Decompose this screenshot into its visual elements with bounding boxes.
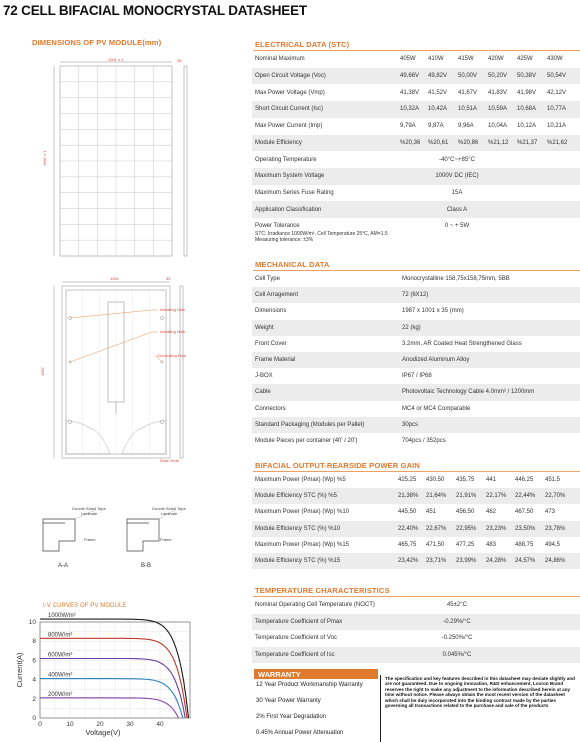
bifacial-value: 23,23% xyxy=(486,525,507,532)
iv-x-tick: 40 xyxy=(156,721,164,728)
bifacial-table xyxy=(252,472,580,572)
electrical-span-value: 0 ~ + 5W xyxy=(444,223,470,230)
bifacial-row-label: Maximum Power (Pmax) (Wp) %10 xyxy=(255,509,350,516)
electrical-span-label: Operating Temperature xyxy=(255,156,317,163)
mechanical-table xyxy=(252,271,580,451)
bifacial-row-label: Maximum Power (Pmax) (Wp) %15 xyxy=(255,541,350,548)
iv-x-tick: 0 xyxy=(38,721,42,728)
mechanical-row xyxy=(252,401,580,417)
electrical-value: 10,68A xyxy=(517,106,537,113)
mechanical-row-value: 3.2mm, AR Coated Heat Strengthened Glass xyxy=(402,340,522,347)
electrical-span-row xyxy=(252,185,580,202)
bifacial-value: 23,78% xyxy=(545,525,566,532)
iv-series-label: 400W/m² xyxy=(48,672,73,679)
page-title: 72 CELL BIFACIAL MONOCRYSTAL DATASHEET xyxy=(3,3,307,18)
electrical-value: %20,36 xyxy=(400,139,421,146)
electrical-value: %20,86 xyxy=(458,139,479,146)
iv-series-line xyxy=(40,698,179,718)
mechanical-row-value: 704pcs / 352pcs xyxy=(402,438,446,445)
electrical-value: 10,51A xyxy=(458,106,478,113)
temperature-title: TEMPERATURE CHARACTERISTICS xyxy=(255,586,390,595)
electrical-row xyxy=(252,68,580,85)
electrical-value: 10,12A xyxy=(517,123,537,130)
bifacial-value: 23,99% xyxy=(456,558,477,565)
iv-x-tick: 30 xyxy=(126,721,134,728)
electrical-row-label: Max Power Voltage (Vmp) xyxy=(255,89,325,96)
iv-y-tick: 8 xyxy=(32,638,36,646)
module-back-view xyxy=(40,272,220,467)
mechanical-row-value: 22 (kg) xyxy=(402,324,421,331)
electrical-row-label: Short Circuit Current (Isc) xyxy=(255,106,324,113)
electrical-row xyxy=(252,51,580,68)
section-bb-label: B-B xyxy=(141,563,152,569)
electrical-value: 50,00V xyxy=(458,73,478,80)
mechanical-row xyxy=(252,320,580,336)
mechanical-row-value: MC4 or MC4 Comparable xyxy=(402,405,471,412)
bifacial-value: 22,40% xyxy=(398,525,419,532)
bifacial-value: 488,75 xyxy=(515,541,534,548)
electrical-value: 41,98V xyxy=(517,89,537,96)
electrical-row xyxy=(252,135,580,152)
bifacial-value: 22,44% xyxy=(515,493,536,500)
mechanical-row xyxy=(252,271,580,287)
electrical-row-label: Max Power Current (Imp) xyxy=(255,123,323,130)
electrical-value: 50,54V xyxy=(547,73,567,80)
bifacial-value: 23,42% xyxy=(398,558,419,565)
warranty-list xyxy=(256,682,380,742)
bifacial-value: 451 xyxy=(426,509,437,516)
mechanical-row-value: 72 (6X12) xyxy=(402,292,429,299)
bifacial-value: 22,17% xyxy=(486,493,507,500)
svg-text:35: 35 xyxy=(166,276,171,281)
electrical-value: 9,87A xyxy=(428,123,444,130)
svg-text:1987: 1987 xyxy=(40,367,45,376)
section-frame-label-1: Frame xyxy=(84,537,96,542)
bifacial-value: 462 xyxy=(486,509,497,516)
electrical-span-label: Power Tolerance xyxy=(255,223,300,230)
electrical-value: 420W xyxy=(488,56,504,63)
section-frame-label-2: Frame xyxy=(160,537,172,542)
mechanical-row-label: Frame Material xyxy=(255,357,296,364)
warranty-item: 30 Year Power Warranty xyxy=(256,698,321,704)
electrical-value: 9,96A xyxy=(458,123,474,130)
svg-text:1001: 1001 xyxy=(110,276,119,281)
iv-chart xyxy=(0,612,230,742)
electrical-value: 430W xyxy=(547,56,563,63)
electrical-value: 41,52V xyxy=(428,89,448,96)
temperature-table xyxy=(252,597,580,667)
electrical-value: 425W xyxy=(517,56,533,63)
iv-series-label: 1000W/m² xyxy=(48,613,76,620)
electrical-value: 50,20V xyxy=(488,73,508,80)
installing-hole-label-2: Installing Hole xyxy=(160,329,186,334)
installing-hole-label-1: Installing Hole xyxy=(160,307,186,312)
iv-curves-title: I-V CURVES OF PV MODULE xyxy=(43,603,127,609)
bifacial-row xyxy=(252,553,580,569)
bifacial-row xyxy=(252,537,580,553)
bifacial-value: 471,50 xyxy=(426,541,445,548)
bifacial-value: 477,25 xyxy=(456,541,475,548)
electrical-value: %21,12 xyxy=(488,139,509,146)
front-depth-dim: 35 xyxy=(177,58,182,63)
temperature-row-value: 45±2°C xyxy=(446,602,468,609)
electrical-value: %20,61 xyxy=(428,139,449,146)
bifacial-row-label: Maximum Power (Pmax) (Wp) %5 xyxy=(255,477,346,484)
electrical-value: 42,12V xyxy=(547,89,567,96)
iv-x-label: Voltage(V) xyxy=(85,728,121,737)
bifacial-title: BIFACIAL OUTPUT-REARSIDE POWER GAIN xyxy=(255,461,420,470)
electrical-value: 10,42A xyxy=(428,106,448,113)
mechanical-row xyxy=(252,303,580,319)
bifacial-value: 494,5 xyxy=(545,541,561,548)
mechanical-row xyxy=(252,433,580,449)
electrical-value: 10,21A xyxy=(547,123,567,130)
grounding-hole-label: Grounding Hole xyxy=(158,353,187,358)
mechanical-row-label: Module Pieces per container (40' / 20') xyxy=(255,438,358,445)
dimensions-title: DIMENSIONS OF PV MODULE(mm) xyxy=(32,38,162,47)
mechanical-row-label: J-BOX xyxy=(255,373,273,380)
mechanical-row-value: IP67 / IP68 xyxy=(402,373,432,380)
mechanical-row-value: Monocrystalline 158,75x158,75mm, 5BB xyxy=(402,276,510,283)
mechanical-row-label: Cell Type xyxy=(255,276,280,283)
bifacial-value: 456,50 xyxy=(456,509,475,516)
electrical-title: ELECTRICAL DATA (STC) xyxy=(255,40,350,49)
mechanical-row-label: Cell Arragement xyxy=(255,292,299,299)
electrical-row-label: Module Efficiency xyxy=(255,139,302,146)
section-laminate-label-1: Laminate xyxy=(80,511,98,516)
bifacial-value: 435,75 xyxy=(456,477,475,484)
mechanical-row-value: Photovoltaic Technology Cable 4.0mm² / 1200mm xyxy=(402,389,535,396)
bifacial-row-label: Module Efficiency STC (%) %10 xyxy=(255,525,341,532)
bifacial-value: 21,38% xyxy=(398,493,419,500)
bifacial-row xyxy=(252,472,580,488)
front-width-dim: 1001 ± 1 xyxy=(108,57,124,62)
bifacial-value: 441 xyxy=(486,477,497,484)
mechanical-row xyxy=(252,352,580,368)
electrical-span-row xyxy=(252,151,580,168)
bifacial-value: 451,5 xyxy=(545,477,561,484)
temperature-row-value: 0.045%/°C xyxy=(442,651,472,658)
bifacial-value: 473 xyxy=(545,509,556,516)
warranty-item: 2% First Year Degradation xyxy=(256,714,327,720)
bifacial-value: 22,70% xyxy=(545,493,566,500)
bifacial-value: 24,86% xyxy=(545,558,566,565)
electrical-span-value: 15A xyxy=(451,189,463,196)
bifacial-value: 445,50 xyxy=(398,509,417,516)
front-height-dim: 1987 ± 1 xyxy=(42,150,47,166)
electrical-value: 49,82V xyxy=(428,73,448,80)
iv-x-tick: 10 xyxy=(66,721,74,728)
bifacial-row xyxy=(252,504,580,520)
module-front-view xyxy=(40,54,190,269)
section-laminate-label-2: Laminate xyxy=(160,511,178,516)
bifacial-value: 446,25 xyxy=(515,477,534,484)
bifacial-value: 22,67% xyxy=(426,525,447,532)
iv-y-tick: 6 xyxy=(32,657,36,665)
electrical-row xyxy=(252,84,580,101)
electrical-span-row xyxy=(252,201,580,218)
bifacial-value: 21,64% xyxy=(426,493,447,500)
temperature-row-value: -0.250%/°C xyxy=(441,635,473,642)
temperature-row xyxy=(252,597,580,614)
electrical-span-label: Maximum System Voltage xyxy=(255,173,325,180)
bifacial-value: 430,50 xyxy=(426,477,445,484)
warranty-divider xyxy=(380,675,381,742)
temperature-row-label: Nominal Operating Cell Temperature (NOCT) xyxy=(255,602,375,609)
bifacial-row xyxy=(252,521,580,537)
iv-y-label: Current(A) xyxy=(15,652,24,688)
warranty-disclaimer: The specification and key features described in this datasheet may deviate slightly and are not guaranteed. Due to ongoing innovation, R&D enhancement, Loxron Brand reserves the right to make any adjustment to the information described herein at any time without notice. Please always obtain the most recent version of the datasheet which shall be duly incorporated into the binding contract made by the parties governing all transactions related to the purchase and sale of the products xyxy=(385,676,575,709)
bifacial-value: 23,50% xyxy=(515,525,536,532)
mechanical-row-label: Front Cover xyxy=(255,340,287,347)
mechanical-row-label: Dimensions xyxy=(255,308,287,315)
iv-series-label: 600W/m² xyxy=(48,652,73,659)
temperature-row xyxy=(252,630,580,647)
electrical-row xyxy=(252,118,580,135)
iv-x-tick: 20 xyxy=(96,721,104,728)
mechanical-row-value: 30pcs xyxy=(402,421,419,428)
bifacial-value: 465,75 xyxy=(398,541,417,548)
stc-note: STC: Irradiance 1000W/m², Cell Temperature 25°C, AM=1.5 xyxy=(255,231,388,237)
electrical-value: 50,38V xyxy=(517,73,537,80)
electrical-row xyxy=(252,101,580,118)
electrical-value: 41,67V xyxy=(458,89,478,96)
mechanical-row-label: Cable xyxy=(255,389,271,396)
electrical-value: 10,32A xyxy=(400,106,420,113)
iv-y-tick: 4 xyxy=(32,676,36,684)
mechanical-row xyxy=(252,287,580,303)
tolerance-note: Measuring tolerance: ±3% xyxy=(255,237,314,243)
electrical-span-value: 1000V DC (IEC) xyxy=(435,173,479,180)
temperature-row-label: Temperature Coefficient of Voc xyxy=(255,635,337,642)
iv-series-line xyxy=(40,659,185,719)
iv-series-label: 800W/m² xyxy=(48,632,73,639)
bifacial-value: 22,95% xyxy=(456,525,477,532)
mechanical-row-label: Standard Packaging (Modules per Pallet) xyxy=(255,421,365,428)
electrical-value: 41,83V xyxy=(488,89,508,96)
electrical-value: %21,62 xyxy=(547,139,568,146)
electrical-value: 10,77A xyxy=(547,106,567,113)
iv-y-tick: 10 xyxy=(28,619,36,626)
electrical-span-value: -40°C~+85°C xyxy=(439,156,475,163)
electrical-value: %21,37 xyxy=(517,139,538,146)
electrical-value: 10,59A xyxy=(488,106,508,113)
mechanical-row-label: Connectors xyxy=(255,405,286,412)
bifacial-value: 24,28% xyxy=(486,558,507,565)
mechanical-row-label: Weight xyxy=(255,324,274,331)
iv-y-tick: 2 xyxy=(32,695,36,703)
electrical-span-value: Class A xyxy=(446,206,468,213)
section-tape-label-2: Double Sided Tape xyxy=(152,506,186,511)
electrical-value: 410W xyxy=(428,56,444,63)
mechanical-row xyxy=(252,336,580,352)
electrical-value: 41,38V xyxy=(400,89,420,96)
temperature-row xyxy=(252,614,580,631)
mechanical-row-value: 1987 x 1001 x 35 (mm) xyxy=(402,308,464,315)
bifacial-value: 24,57% xyxy=(515,558,536,565)
temperature-row-value: -0.29%/°C xyxy=(443,618,471,625)
bifacial-value: 23,71% xyxy=(426,558,447,565)
warranty-bar xyxy=(254,669,378,679)
bifacial-value: 483 xyxy=(486,541,497,548)
warranty-item: 12 Year Product Workmanship Warranty xyxy=(256,682,363,688)
temperature-row-label: Temperature Coefficient of Pmax xyxy=(255,618,343,625)
mechanical-row xyxy=(252,417,580,433)
iv-y-tick: 0 xyxy=(32,715,36,722)
bifacial-value: 467,50 xyxy=(515,509,534,516)
warranty-title: WARRANTY xyxy=(258,670,301,679)
electrical-span-row xyxy=(252,168,580,185)
mechanical-row-value: Anodized Aluminum Alloy xyxy=(402,357,470,364)
electrical-span-label: Maximum Series Fuse Rating xyxy=(255,189,334,196)
electrical-table xyxy=(252,51,580,231)
temperature-row xyxy=(252,647,580,664)
electrical-value: 10,04A xyxy=(488,123,508,130)
electrical-row-label: Open Circuit Voltage (Voc) xyxy=(255,73,326,80)
electrical-span-label: Application Classification xyxy=(255,206,322,213)
section-aa-label: A-A xyxy=(58,563,69,569)
mechanical-title: MECHANICAL DATA xyxy=(255,260,330,269)
temperature-row-label: Temperature Coefficient of Isc xyxy=(255,651,335,658)
iv-series-label: 200W/m² xyxy=(48,691,73,698)
warranty-item: 0.45% Annual Power Attenuation xyxy=(256,730,344,736)
bifacial-value: 425,25 xyxy=(398,477,417,484)
bifacial-row xyxy=(252,488,580,504)
electrical-value: 49,66V xyxy=(400,73,420,80)
electrical-value: 9,79A xyxy=(400,123,416,130)
electrical-value: 415W xyxy=(458,56,474,63)
bifacial-row-label: Module Efficiency STC (%) %5 xyxy=(255,493,337,500)
section-tape-label-1: Double Sided Tape xyxy=(72,506,106,511)
mechanical-row xyxy=(252,384,580,400)
electrical-row-label: Nominal Maximum xyxy=(255,56,305,63)
drain-hole-label: Drain Hole xyxy=(160,458,179,463)
mechanical-row xyxy=(252,368,580,384)
electrical-value: 405W xyxy=(400,56,416,63)
bifacial-value: 21,91% xyxy=(456,493,477,500)
bifacial-row-label: Module Efficiency STC (%) %15 xyxy=(255,558,341,565)
